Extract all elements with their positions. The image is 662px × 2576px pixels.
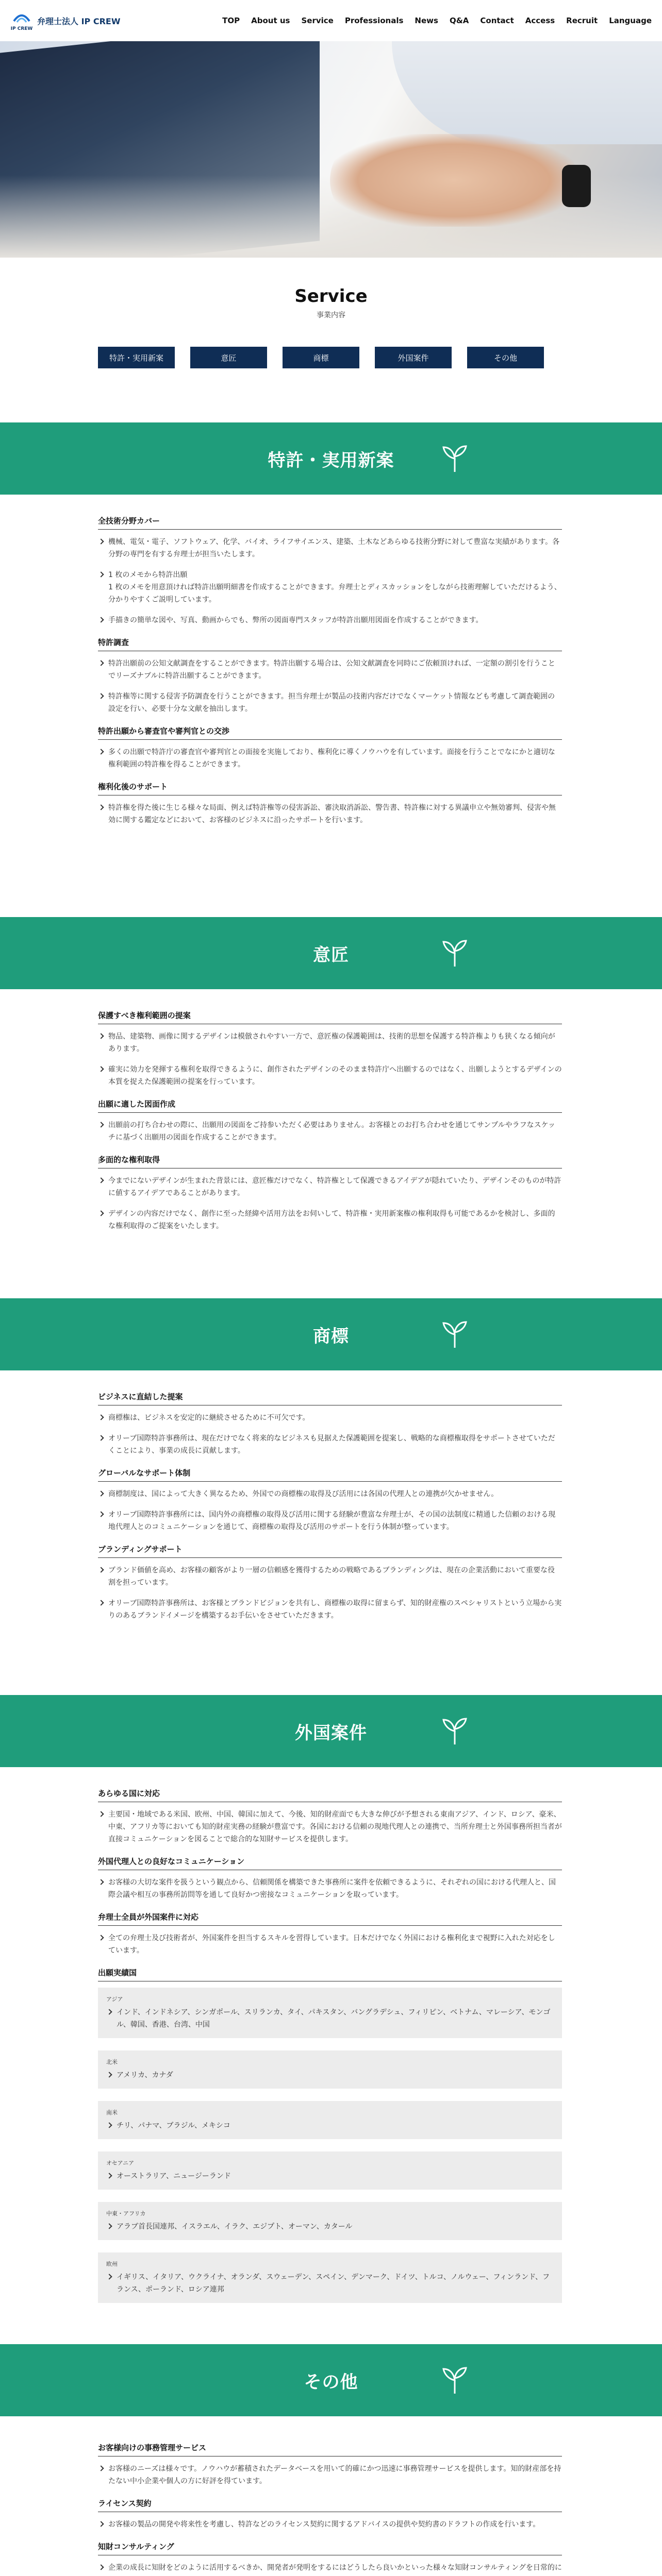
list-item: 今までにないデザインが生まれた背景には、意匠権だけでなく、特許権として保護できるアイデアが隠れていたり、デザインそのものが特許に値するアイデアであることがあります。: [98, 1175, 562, 1199]
subheading: 権利化後のサポート: [98, 781, 562, 795]
sprout-icon: [438, 1318, 471, 1351]
list-item: ブランド価値を高め、お客様の顧客がより一層の信頼感を獲得するための戦略であるブランディングは、現在の企業活動において重要な役割を担っています。: [98, 1564, 562, 1589]
region-countries: イギリス、イタリア、ウクライナ、オランダ、スウェーデン、スペイン、デンマーク、ドイツ、トルコ、ノルウェー、フィンランド、フランス、ポーランド、ロシア連邦: [106, 2271, 554, 2296]
nav-news[interactable]: News: [415, 16, 438, 25]
list-item: 全ての弁理士及び技術者が、外国案件を担当するスキルを習得しています。日本だけでなく外国における権利化まで視野に入れた対応をしています。: [98, 1932, 562, 1957]
logo-title: 弁理士法人 IP CREW: [37, 16, 121, 26]
region-name: オセアニア: [106, 2160, 135, 2166]
list-item: 特許権等に関する侵害予防調査を行うことができます。担当弁理士が製品の技術内容だけでなくマーケット情報なども考慮して調査範囲の設定を行い、必要十分な文献を抽出します。: [98, 690, 562, 715]
nav-recruit[interactable]: Recruit: [566, 16, 598, 25]
design-content: [98, 1010, 562, 1243]
list-item: 確実に効力を発揮する権利を取得できるように、創作されたデザインのそのまま特許庁へ出願するのではなく、出願しようとするデザインの本質を捉えた保護範囲の提案を行っています。: [98, 1063, 562, 1088]
trademark-content: [98, 1391, 562, 1632]
subheading: 全技術分野カバー: [98, 515, 562, 530]
site-header: [0, 0, 662, 41]
patent-block-support: [98, 781, 562, 826]
section-title-other: その他: [304, 2371, 358, 2393]
subheading: 弁理士全員が外国案件に対応: [98, 1911, 562, 1926]
list-item: 商標制度は、国によって大きく異なるため、外国での商標権の取得及び活用には各国の代理人との連携が欠かせません。: [98, 1488, 562, 1500]
list-item: 手描きの簡単な図や、写真、動画からでも、弊所の図面専門スタッフが特許出願用図面を作成することができます。: [98, 614, 562, 626]
region-box: [98, 2151, 562, 2190]
section-band-foreign: [0, 1695, 662, 1767]
region-name: 南米: [106, 2109, 118, 2116]
list-item: 特許権を得た後に生じる様々な局面、例えば特許権等の侵害訴訟、審決取消訴訟、警告書、特許権に対する異議申立や無効審判、侵害や無効に関する鑑定などにおいて、お客様のビジネスに沿ったサポートを行います。: [98, 802, 562, 826]
region-countries: アメリカ、カナダ: [106, 2069, 554, 2081]
region-box: [98, 1988, 562, 2038]
tab-trademark[interactable]: 商標: [283, 347, 359, 368]
foreign-content: [98, 1788, 562, 2315]
subheading: ビジネスに直結した提案: [98, 1391, 562, 1405]
region-countries: アラブ首長国連邦、イスラエル、イラク、エジプト、オーマン、カタール: [106, 2221, 554, 2233]
region-countries: チリ、パナマ、ブラジル、メキシコ: [106, 2120, 554, 2132]
nav-professionals[interactable]: Professionals: [344, 16, 404, 25]
subheading: ブランディングサポート: [98, 1544, 562, 1558]
list-item: 出願前の打ち合わせの際に、出願用の図面をご持参いただく必要はありません。お客様とのお打ち合わせを通じてサンプルやラフなスケッチに基づく出願用の図面を作成することができます。: [98, 1119, 562, 1144]
section-band-design: [0, 917, 662, 989]
patent-block-coverage: [98, 515, 562, 626]
tab-design[interactable]: 意匠: [190, 347, 267, 368]
subheading: グローバルなサポート体制: [98, 1467, 562, 1482]
region-name: アジア: [106, 1996, 123, 2003]
other-block-license: [98, 2498, 562, 2531]
list-item: 商標権は、ビジネスを安定的に継続させるために不可欠です。: [98, 1412, 562, 1424]
section-band-trademark: [0, 1298, 662, 1370]
region-box: [98, 2252, 562, 2303]
service-tabs: [98, 347, 544, 368]
list-item: お客様の製品の開発や将来性を考慮し、特許などのライセンス契約に関するアドバイスの提供や契約書のドラフトの作成を行います。: [98, 2518, 562, 2531]
region-countries: インド、インドネシア、シンガポール、スリランカ、タイ、パキスタン、バングラデシュ、フィリピン、ベトナム、マレーシア、モンゴル、韓国、香港、台湾、中国: [106, 2006, 554, 2031]
list-item: 機械、電気・電子、ソフトウェア、化学、バイオ、ライフサイエンス、建築、土木などあらゆる技術分野に対して豊富な実績があります。各分野の専門を有する弁理士が担当いたします。: [98, 536, 562, 561]
subheading: 多面的な権利取得: [98, 1154, 562, 1168]
list-item: デザインの内容だけでなく、創作に至った経緯や活用方法をお伺いして、特許権・実用新案権の権利取得も可能であるかを検討し、多面的な権利取得のご提案をいたします。: [98, 1208, 562, 1232]
patent-block-search: [98, 637, 562, 715]
foreign-block-staff: [98, 1911, 562, 1957]
subheading: 出願に適した図面作成: [98, 1098, 562, 1113]
list-item: 主要国・地域である米国、欧州、中国、韓国に加えて、今後、知的財産面でも大きな伸びが予想される東南アジア、インド、ロシア、豪米、中東、アフリカ等においても知的財産実務の経験が豊富です。各国における信頼の現地代理人との連携で、当所弁理士と外国事務所担当者が直接コミュニケーションを図ることで総合的な知財サービスを提供します。: [98, 1808, 562, 1845]
sprout-icon: [438, 937, 471, 970]
hero-hands: [330, 134, 577, 227]
page-title-block: [0, 286, 662, 320]
list-item: 特許出願前の公知文献調査をすることができます。特許出願する場合は、公知文献調査を同時にご依頼頂ければ、一定額の割引を行うことでリーズナブルに特許出願することができます。: [98, 657, 562, 682]
section-title-patent: 特許・実用新案: [268, 450, 394, 471]
nav-access[interactable]: Access: [525, 16, 555, 25]
trademark-block-branding: [98, 1544, 562, 1622]
nav-top[interactable]: TOP: [222, 16, 240, 25]
page-subtitle: 事業内容: [317, 311, 345, 319]
trademark-block-business: [98, 1391, 562, 1457]
nav-language[interactable]: Language: [609, 16, 652, 25]
subheading: あらゆる国に対応: [98, 1788, 562, 1802]
list-item: 多くの出願で特許庁の審査官や審判官との面接を実施しており、権利化に導くノウハウを有しています。面接を行うことでなにかと適切な権利範囲の特許権を得ることができます。: [98, 746, 562, 771]
nav-service[interactable]: Service: [301, 16, 334, 25]
foreign-block-all: [98, 1788, 562, 1845]
main-nav: [222, 16, 652, 25]
hero-watch: [562, 165, 591, 207]
logo[interactable]: [10, 9, 120, 32]
logo-mark: [10, 9, 33, 32]
region-box: [98, 2202, 562, 2240]
region-name: 欧州: [106, 2261, 118, 2267]
other-block-admin: [98, 2442, 562, 2487]
tab-foreign[interactable]: 外国案件: [375, 347, 452, 368]
logo-icon: [12, 10, 31, 25]
region-countries: オーストラリア、ニュージーランド: [106, 2170, 554, 2182]
nav-about[interactable]: About us: [251, 16, 290, 25]
sprout-icon: [438, 1715, 471, 1748]
region-box: [98, 2101, 562, 2139]
region-box: [98, 2050, 562, 2089]
subheading: 特許出願から審査官や審判官との交渉: [98, 725, 562, 740]
list-item: オリーブ国際特許事務所は、お客様とブランドビジョンを共有し、商標権の取得に留まらず、知的財産権のスペシャリストという立場から実りのあるブランドイメージを構築するお手伝いをさせていただきます。: [98, 1597, 562, 1622]
patent-content: [98, 515, 562, 837]
subheading: 外国代理人との良好なコミュニケーション: [98, 1856, 562, 1870]
list-item: 物品、建築物、画像に関するデザインは模倣されやすい一方で、意匠権の保護範囲は、技術的思想を保護する特許権よりも狭くなる傾向があります。: [98, 1030, 562, 1055]
list-item: お客様のニーズは様々です。ノウハウが蓄積されたデータベースを用いて的確にかつ迅速に事務管理サービスを提供します。知的財産部を持たない中小企業や個人の方に好評を得ています。: [98, 2463, 562, 2487]
section-band-patent: [0, 422, 662, 495]
logo-sub: IP CREW: [10, 26, 33, 31]
section-band-other: [0, 2344, 662, 2416]
list-item: 1 枚のメモから特許出願 1 枚のメモを用意頂ければ特許出願明細書を作成することができます。弁理士とディスカッションをしながら技術理解していただけるよう、分かりやすくご説明しています。: [98, 569, 562, 606]
design-block-scope: [98, 1010, 562, 1088]
subheading: ライセンス契約: [98, 2498, 562, 2512]
list-item: 企業の成長に知財をどのように活用するべきか、開発者が発明をするにはどうしたら良いかといった様々な知財コンサルティングを日常的に: [98, 2562, 562, 2576]
subheading: 特許調査: [98, 637, 562, 651]
design-block-multi: [98, 1154, 562, 1232]
subheading: 保護すべき権利範囲の提案: [98, 1010, 562, 1024]
section-title-foreign: 外国案件: [295, 1722, 367, 1743]
sprout-icon: [438, 442, 471, 475]
other-block-consulting: [98, 2541, 562, 2576]
foreign-block-communication: [98, 1856, 562, 1901]
subheading: お客様向けの事務管理サービス: [98, 2442, 562, 2456]
tab-other[interactable]: その他: [467, 347, 544, 368]
sprout-icon: [438, 2364, 471, 2397]
list-item: お客様の大切な案件を扱うという観点から、信頼関係を構築できた事務所に案件を依頼できるように、それぞれの国における代理人と、国際会議や相互の事務所訪問等を通して良好かつ密接なコミュニケーションを取っています。: [98, 1876, 562, 1901]
section-title-design: 意匠: [313, 944, 349, 965]
region-name: 北米: [106, 2059, 118, 2065]
page-title: Service: [294, 286, 368, 307]
patent-block-negotiation: [98, 725, 562, 771]
nav-contact[interactable]: Contact: [480, 16, 514, 25]
design-block-drawing: [98, 1098, 562, 1144]
tab-patent[interactable]: 特許・実用新案: [98, 347, 175, 368]
region-name: 中東・アフリカ: [106, 2210, 146, 2217]
foreign-block-countries: [98, 1967, 562, 2303]
subheading: 知財コンサルティング: [98, 2541, 562, 2555]
trademark-block-global: [98, 1467, 562, 1533]
nav-qa[interactable]: Q&A: [449, 16, 469, 25]
section-title-trademark: 商標: [313, 1326, 349, 1347]
other-content: [98, 2442, 562, 2576]
subheading: 出願実績国: [98, 1967, 562, 1981]
list-item: オリーブ国際特許事務所は、現在だけでなく将来的なビジネスも見据えた保護範囲を提案し、戦略的な商標権取得をサポートさせていただくことにより、事業の成長に貢献します。: [98, 1432, 562, 1457]
list-item: オリーブ国際特許事務所には、国内外の商標権の取得及び活用に関する経験が豊富な弁理士が、その国の法制度に精通した信頼のおける現地代理人とのコミュニケーションを通じて、商標権の取得及び活用のサポートを行う体制が整っています。: [98, 1509, 562, 1533]
